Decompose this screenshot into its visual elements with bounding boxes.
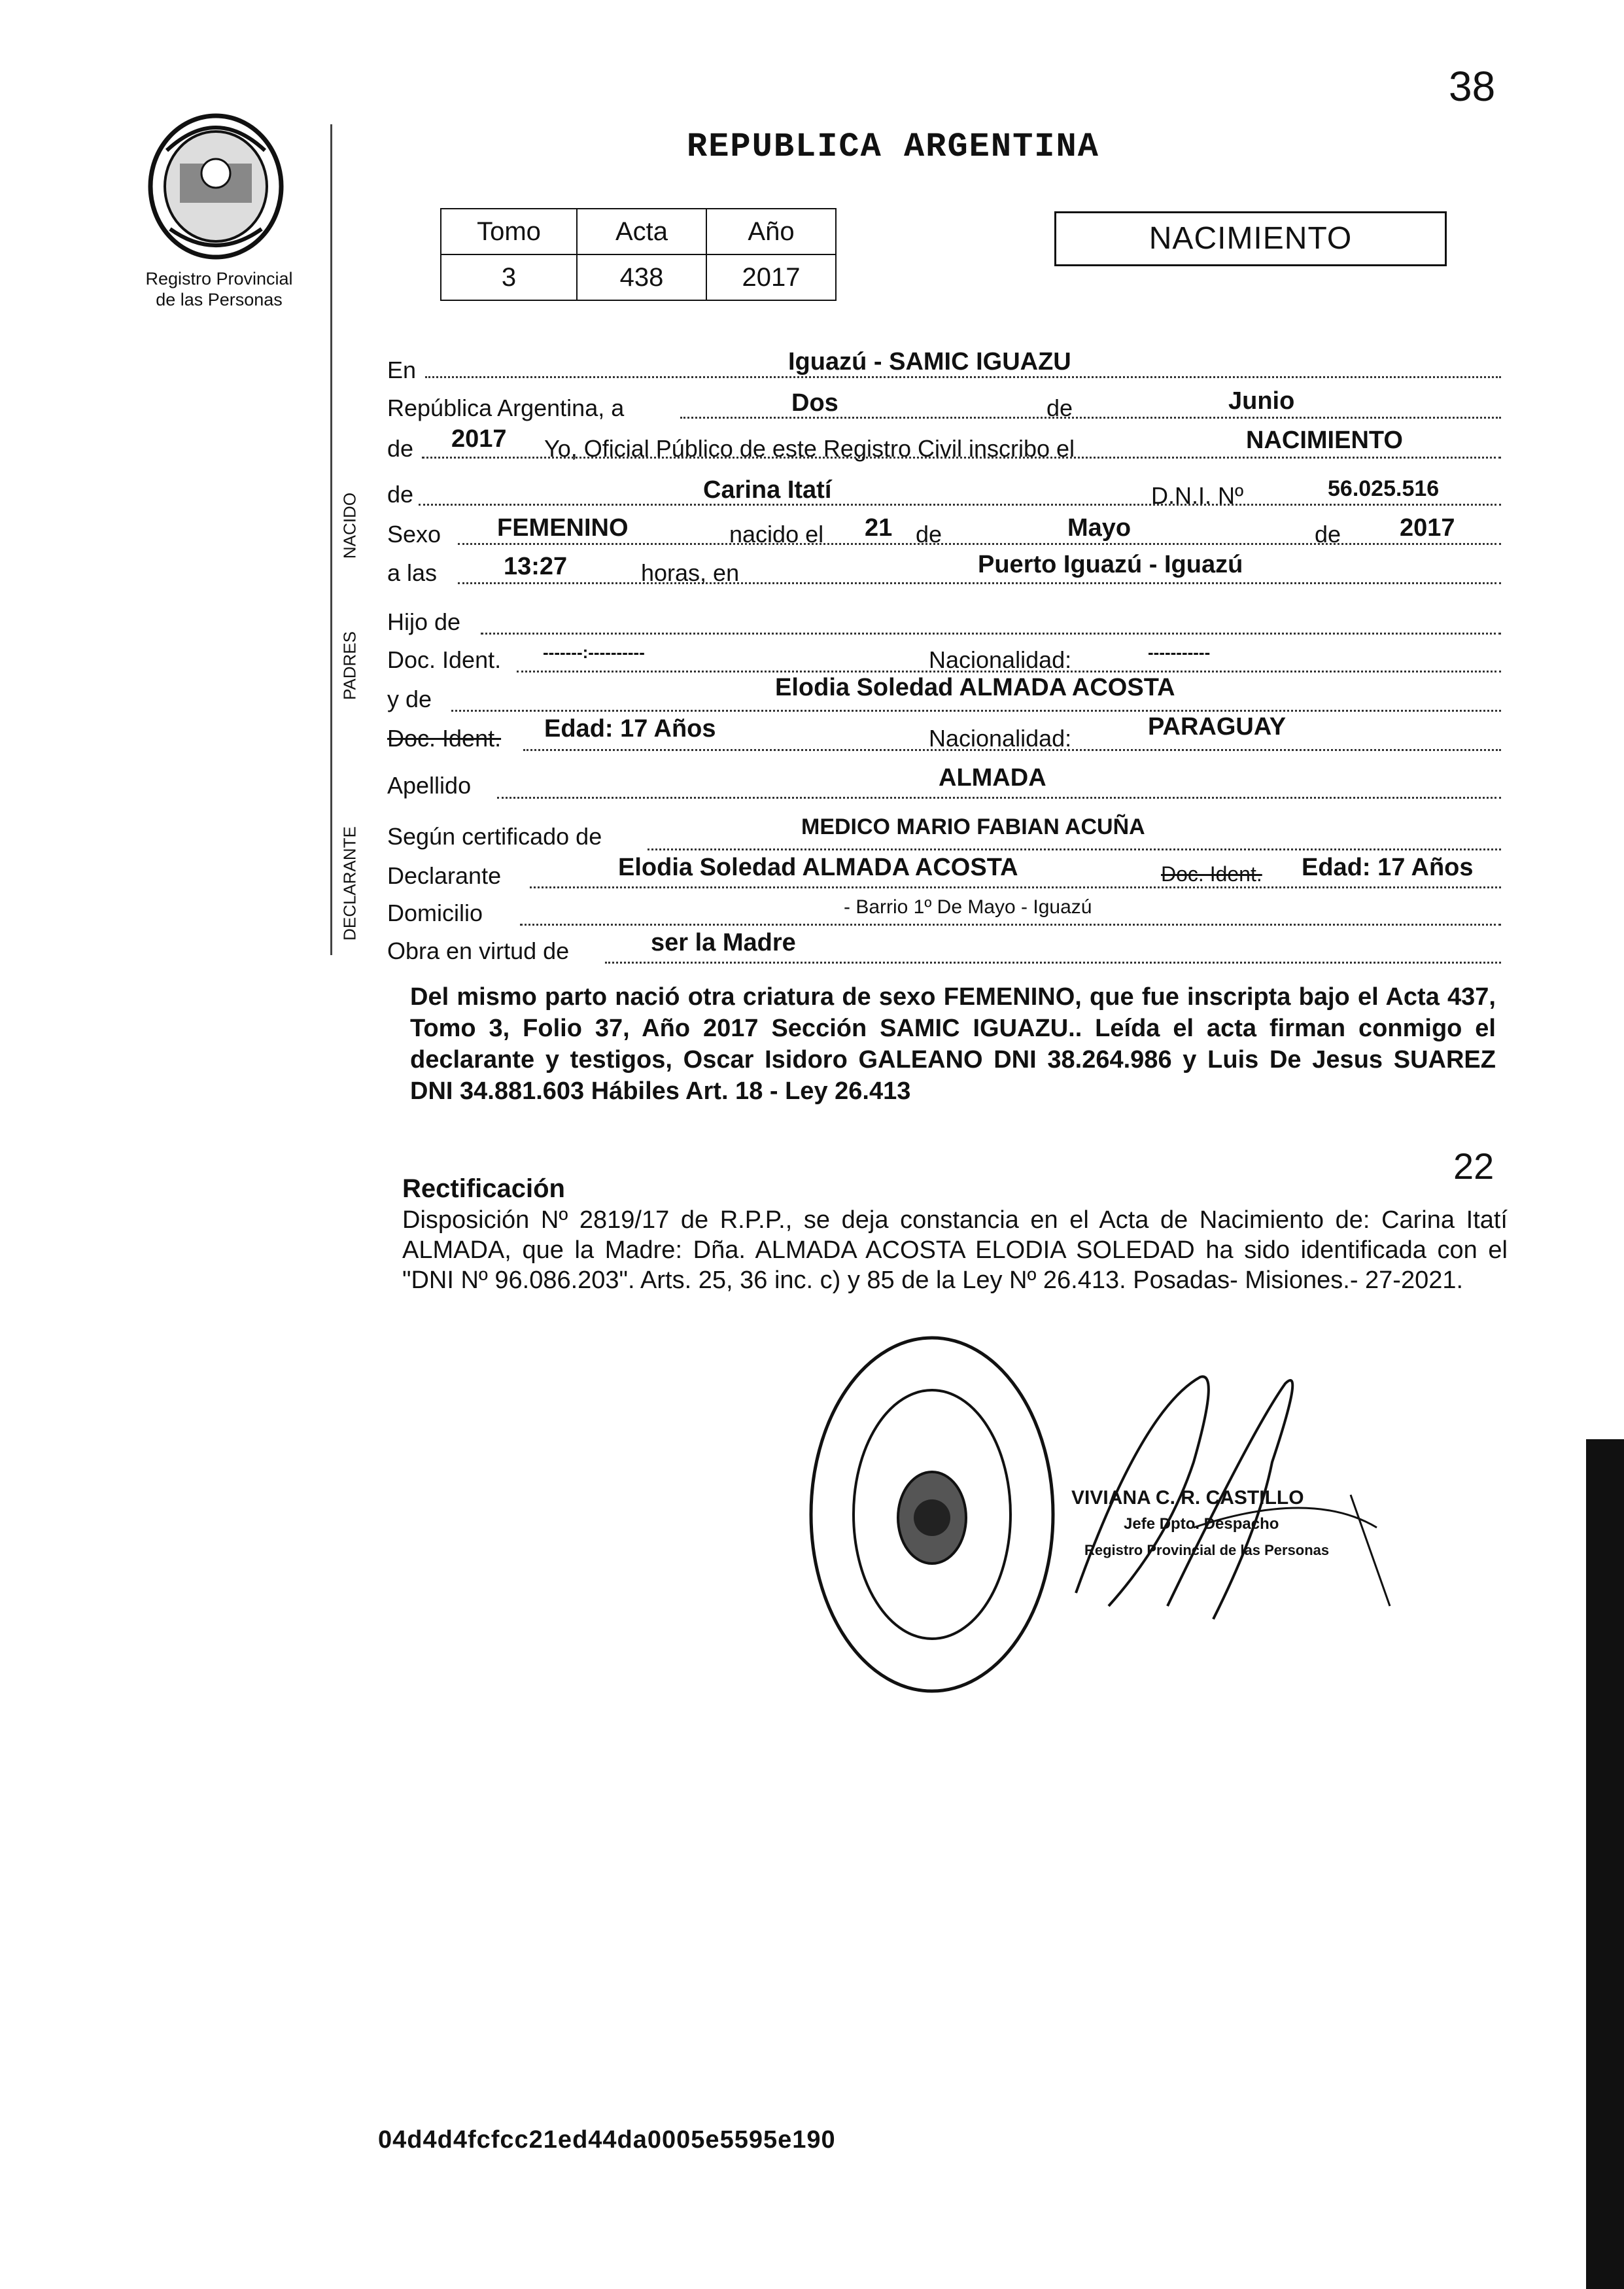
rectification-title: Rectificación — [402, 1174, 565, 1203]
registry-line-2: de las Personas — [156, 290, 283, 309]
value-time: 13:27 — [504, 553, 568, 580]
value-en: Iguazú - SAMIC IGUAZU — [788, 348, 1071, 376]
label-dni: D.N.I. Nº — [1151, 482, 1244, 509]
value-declarante: Elodia Soledad ALMADA ACOSTA — [618, 854, 1018, 881]
label-declarante-doc: Doc. Ident. — [1161, 862, 1262, 886]
value-birth-day: 21 — [865, 514, 893, 542]
value-birth-year: 2017 — [1400, 514, 1455, 542]
label-de-birth-year: de — [1315, 521, 1341, 548]
value-month: Junio — [1228, 387, 1295, 415]
province-seal-logo — [141, 111, 291, 262]
label-apellido: Apellido — [387, 772, 472, 799]
value-certificado: MEDICO MARIO FABIAN ACUÑA — [801, 814, 1145, 839]
value-mother-age: Edad: 17 Años — [544, 715, 716, 743]
label-de-birth-month: de — [916, 521, 942, 548]
label-en: En — [387, 357, 417, 383]
value-acta: 438 — [577, 254, 706, 300]
signer-name: VIVIANA C. R. CASTILLO — [1071, 1487, 1304, 1509]
record-type-box: NACIMIENTO — [1054, 211, 1447, 266]
value-mother-name: Elodia Soledad ALMADA ACOSTA — [775, 674, 1175, 701]
value-nacionalidad-mother: PARAGUAY — [1148, 713, 1287, 741]
signer-title: Jefe Dpto. Despacho — [1124, 1515, 1279, 1533]
label-obra: Obra en virtud de — [387, 937, 570, 964]
label-doc-ident-mother: Doc. Ident. — [387, 725, 502, 752]
record-table-value-row — [441, 254, 836, 300]
dotted-line — [451, 710, 1501, 712]
label-a-las: a las — [387, 559, 438, 586]
label-y-de: y de — [387, 686, 432, 712]
value-child-name: Carina Itatí — [703, 476, 832, 504]
record-table — [440, 208, 837, 301]
label-nacionalidad-father: Nacionalidad: — [929, 646, 1072, 673]
value-sexo: FEMENINO — [497, 514, 629, 542]
value-tomo: 3 — [441, 254, 577, 300]
value-inscribo: NACIMIENTO — [1246, 427, 1403, 454]
label-yo: Yo, Oficial Público de este Registro Civil inscribo el — [544, 435, 1075, 462]
value-obra: ser la Madre — [651, 929, 796, 956]
side-label-padres: PADRES — [339, 631, 360, 700]
margin-line — [330, 124, 332, 955]
value-year: 2017 — [451, 425, 507, 453]
registry-caption — [118, 268, 320, 310]
record-table-header-row — [441, 209, 836, 254]
dotted-line — [425, 376, 1501, 378]
value-nacionalidad-father: ----------- — [1148, 642, 1211, 662]
label-certificado: Según certificado de — [387, 823, 602, 850]
country-title: REPUBLICA ARGENTINA — [687, 128, 1099, 166]
value-doc-ident-father: -------:---------- — [543, 642, 645, 662]
rectification-text: Disposición Nº 2819/17 de R.P.P., se deja constancia en el Acta de Nacimiento de: Carina Itatí ALMADA, que la Madre: Dña. ALMADA ACOSTA ELODIA SOLEDAD ha sido identificada con el "DNI Nº 96.086.203". Arts. 25, 36 inc. c) y 85 de la Ley Nº 26.413. Posadas- Misiones.- 27-2021. — [402, 1206, 1508, 1294]
header-acta: Acta — [577, 209, 706, 254]
value-domicilio: - Barrio 1º De Mayo - Iguazú — [844, 896, 1092, 918]
header-anio: Año — [706, 209, 836, 254]
label-republica: República Argentina, a — [387, 394, 625, 421]
value-dni: 56.025.516 — [1328, 476, 1440, 501]
signer-block — [1071, 1485, 1329, 1564]
label-de-year: de — [387, 435, 414, 462]
label-domicilio: Domicilio — [387, 900, 483, 926]
rectification-number: 22 — [1453, 1145, 1494, 1187]
scan-edge-bar — [1586, 1439, 1624, 2289]
label-hijo-de: Hijo de — [387, 608, 461, 635]
label-de-month: de — [1046, 394, 1073, 421]
registry-line-1: Registro Provincial — [145, 269, 293, 288]
document-hash: 04d4d4fcfcc21ed44da0005e5595e190 — [378, 2126, 836, 2154]
label-doc-ident-father: Doc. Ident. — [387, 646, 502, 673]
label-sexo: Sexo — [387, 521, 441, 548]
dotted-line — [605, 962, 1501, 964]
header-tomo: Tomo — [441, 209, 577, 254]
dotted-line — [419, 504, 1501, 506]
signer-org: Registro Provincial de las Personas — [1084, 1542, 1330, 1558]
label-nacido-el: nacido el — [729, 521, 824, 548]
dotted-line — [648, 848, 1501, 850]
label-declarante: Declarante — [387, 862, 502, 889]
value-day: Dos — [791, 389, 838, 417]
value-birth-month: Mayo — [1067, 514, 1132, 542]
dotted-line — [520, 924, 1501, 926]
label-nacionalidad-mother: Nacionalidad: — [929, 725, 1072, 752]
value-apellido: ALMADA — [939, 764, 1046, 792]
dotted-line — [458, 543, 1501, 545]
value-anio: 2017 — [706, 254, 836, 300]
dotted-line — [530, 886, 1501, 888]
value-declarante-age: Edad: 17 Años — [1302, 854, 1474, 881]
dotted-line — [458, 582, 1501, 584]
additional-birth-note: Del mismo parto nació otra criatura de sexo FEMENINO, que fue inscripta bajo el Acta 437, Tomo 3, Folio 37, Año 2017 Sección SAMIC IGUAZU.. Leída el acta firman conmigo el declarante y testigos, Oscar Isidoro GALEANO DNI 38.264.986 y Luis De Jesus SUAREZ DNI 34.881.603 Hábiles Art. 18 - Ley 26.413 — [410, 983, 1496, 1105]
label-de-name: de — [387, 481, 414, 508]
side-label-declarante: DECLARANTE — [339, 826, 360, 941]
dotted-line — [481, 633, 1501, 635]
side-label-nacido: NACIDO — [339, 492, 360, 559]
page-number: 38 — [1449, 63, 1496, 110]
value-birth-place: Puerto Iguazú - Iguazú — [978, 551, 1243, 578]
label-horas: horas, en — [641, 559, 740, 586]
dotted-line — [497, 797, 1501, 799]
